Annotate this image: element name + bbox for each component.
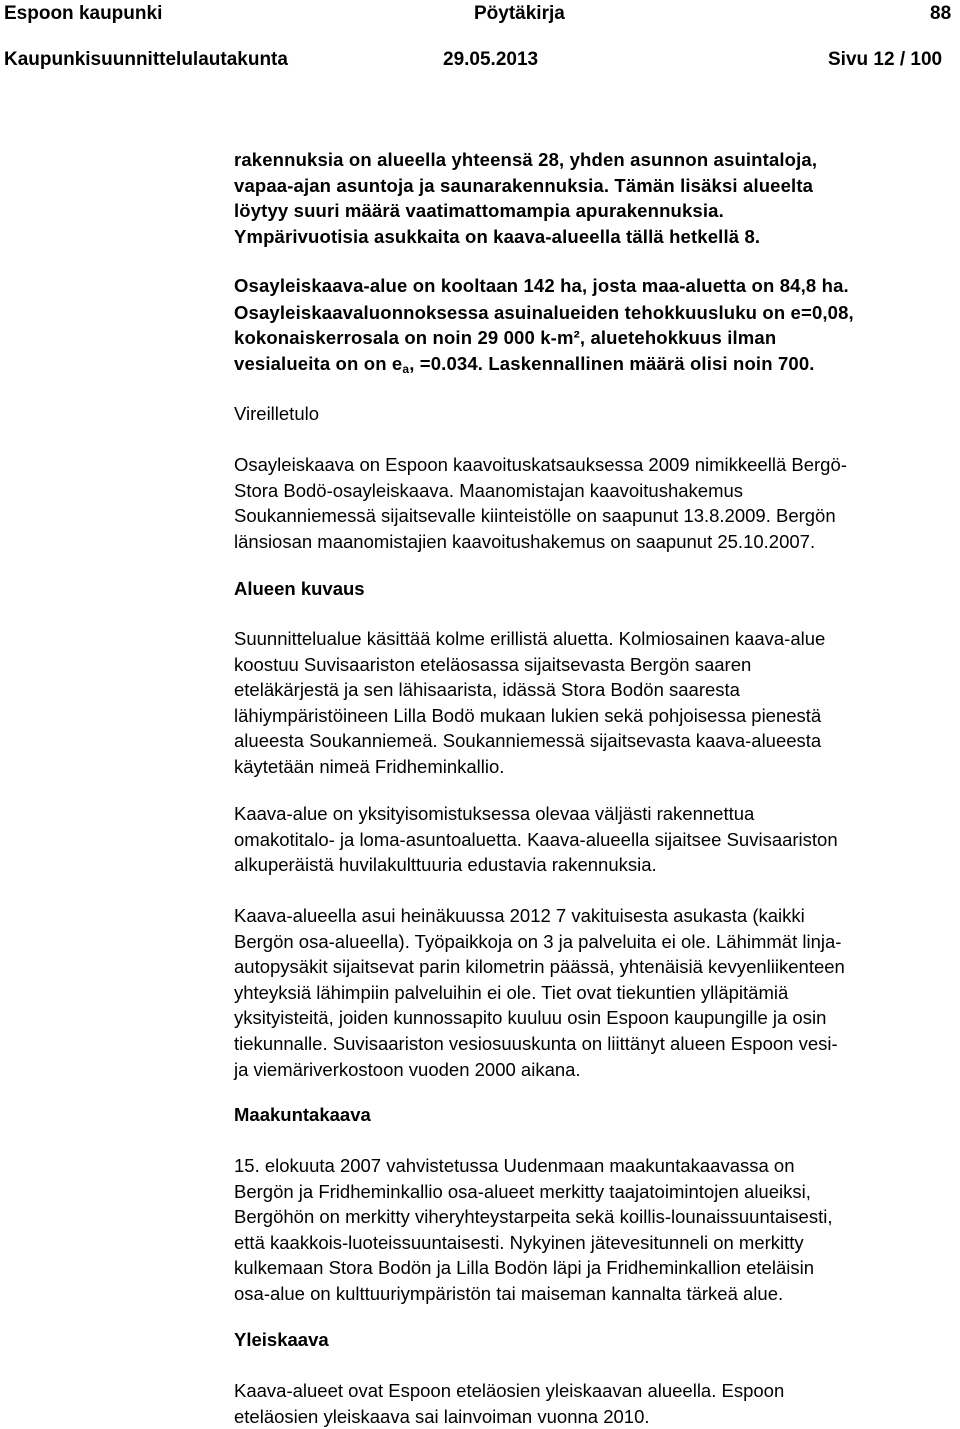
text-line: yhteyksiä lähimpiin palveluihin ei ole. Tiet ovat tiekuntien ylläpitämiä: [234, 981, 789, 1003]
text-line: eteläosien yleiskaava sai lainvoiman vuonna 2010.: [234, 1405, 650, 1427]
text-line: kokonaiskerrosala on noin 29 000 k-m², aluetehokkuus ilman: [234, 327, 777, 349]
header-city: Espoon kaupunki: [4, 3, 163, 24]
text-line: ja viemäriverkostoon vuoden 2000 aikana.: [234, 1058, 581, 1080]
vireilletulo-paragraph: [234, 452, 958, 554]
text-line: Stora Bodö-osayleiskaava. Maanomistajan kaavoitushakemus: [234, 479, 744, 501]
text-line: löytyy suuri määrä vaatimattomampia apurakennuksia.: [234, 200, 724, 222]
header-doc-type: Pöytäkirja: [474, 3, 565, 24]
text-line: Kaava-alueet ovat Espoon eteläosien yleiskaavan alueella. Espoon: [234, 1380, 785, 1401]
heading-alueen-kuvaus: Alueen kuvaus: [234, 578, 365, 599]
text-line: koostuu Suvisaariston eteläosassa sijaitsevasta Bergön saaren: [234, 653, 752, 675]
text-line: Ympärivuotisia asukkaita on kaava-alueella tällä hetkellä 8.: [234, 225, 761, 247]
text-line: [234, 351, 958, 377]
text-line: Soukanniemessä sijaitsevalle kiinteistölle on saapunut 13.8.2009. Bergön: [234, 505, 836, 527]
yleiskaava-paragraph: [234, 1378, 958, 1429]
intro-paragraph: [234, 147, 958, 249]
text-line: lähiympäristöineen Lilla Bodö mukaan lukien sekä pohjoisessa pienestä: [234, 704, 822, 726]
text-line: 15. elokuuta 2007 vahvistetussa Uudenmaan maakuntakaavassa on: [234, 1155, 795, 1176]
heading-yleiskaava: Yleiskaava: [234, 1329, 329, 1350]
heading-vireilletulo: Vireilletulo: [234, 403, 320, 424]
text-line: rakennuksia on alueella yhteensä 28, yhden asunnon asuintaloja,: [234, 149, 818, 170]
alueen-kuvaus-paragraph-1: [234, 626, 958, 780]
text-line: länsiosan maanomistajien kaavoitushakemus on saapunut 25.10.2007.: [234, 530, 816, 552]
formula-prefix: vesialueita on on e: [234, 352, 403, 374]
text-line: Osayleiskaava on Espoon kaavoituskatsauksessa 2009 nimikkeellä Bergö-: [234, 454, 847, 475]
heading-maakuntakaava: Maakuntakaava: [234, 1104, 371, 1125]
text-line: autopysäkit sijaitsevat parin kilometrin päässä, yhtenäisiä kevyenliikenteen: [234, 956, 845, 978]
text-line: alueesta Soukanniemeä. Soukanniemessä sijaitsevasta kaava-alueesta: [234, 730, 822, 752]
text-line: Suunnittelualue käsittää kolme erillistä aluetta. Kolmiosainen kaava-alue: [234, 628, 826, 649]
text-line: Bergön ja Fridheminkallio osa-alueet merkitty taajatoimintojen alueiksi,: [234, 1180, 811, 1202]
text-line: omakotitalo- ja loma-asuntoaluetta. Kaava-alueella sijaitsee Suvisaariston: [234, 828, 838, 850]
formula-suffix: , =0.034. Laskennallinen määrä olisi noin 700.: [409, 352, 815, 374]
text-line: alkuperäistä huvilakulttuuria edustavia rakennuksia.: [234, 854, 657, 876]
alueen-kuvaus-paragraph-2: [234, 801, 958, 878]
text-line: Osayleiskaava-alue on kooltaan 142 ha, josta maa-aluetta on 84,8 ha.: [234, 275, 849, 296]
text-line: Bergön osa-alueella). Työpaikkoja on 3 ja palveluita ei ole. Lähimmät linja-: [234, 930, 842, 952]
text-line: Kaava-alue on yksityisomistuksessa olevaa väljästi rakennettua: [234, 803, 755, 824]
header-page: Sivu 12 / 100: [828, 49, 943, 70]
text-line: tiekunnalle. Suvisaariston vesiosuuskunta on liittänyt alueen Espoon vesi-: [234, 1032, 838, 1054]
text-line: vapaa-ajan asuntoja ja saunarakennuksia. Tämän lisäksi alueelta: [234, 174, 814, 196]
formula-subscript: a: [402, 361, 410, 376]
header-section-number: 88: [930, 3, 952, 24]
text-line: kulkemaan Stora Bodön ja Lilla Bodön läpi ja Fridheminkallion eteläisin: [234, 1257, 815, 1279]
alueen-kuvaus-paragraph-3: [234, 903, 958, 1082]
text-line: käytetään nimeä Fridheminkallio.: [234, 755, 505, 777]
header-committee: Kaupunkisuunnittelulautakunta: [4, 49, 288, 70]
text-line: yksityisteitä, joiden kunnossapito kuuluu osin Espoon kaupungille ja osin: [234, 1007, 827, 1029]
area-paragraph: [234, 273, 958, 376]
text-line: että kaakkois-luoteissuuntaisesti. Nykyinen jätevesitunneli on merkitty: [234, 1231, 804, 1253]
text-line: Osayleiskaavaluonnoksessa asuinalueiden tehokkuusluku on e=0,08,: [234, 301, 854, 323]
text-line: Bergöhön on merkitty viheryhteystarpeita sekä koillis-lounaissuuntaisesti,: [234, 1206, 833, 1228]
text-line: eteläkärjestä ja sen lähisaarista, idässä Stora Bodön saaresta: [234, 679, 740, 701]
text-line: Kaava-alueella asui heinäkuussa 2012 7 vakituisesta asukasta (kaikki: [234, 905, 805, 926]
text-line: osa-alue on kulttuuriympäristön tai maiseman kannalta tärkeä alue.: [234, 1282, 784, 1304]
maakuntakaava-paragraph: [234, 1153, 958, 1307]
header-date: 29.05.2013: [443, 49, 539, 70]
